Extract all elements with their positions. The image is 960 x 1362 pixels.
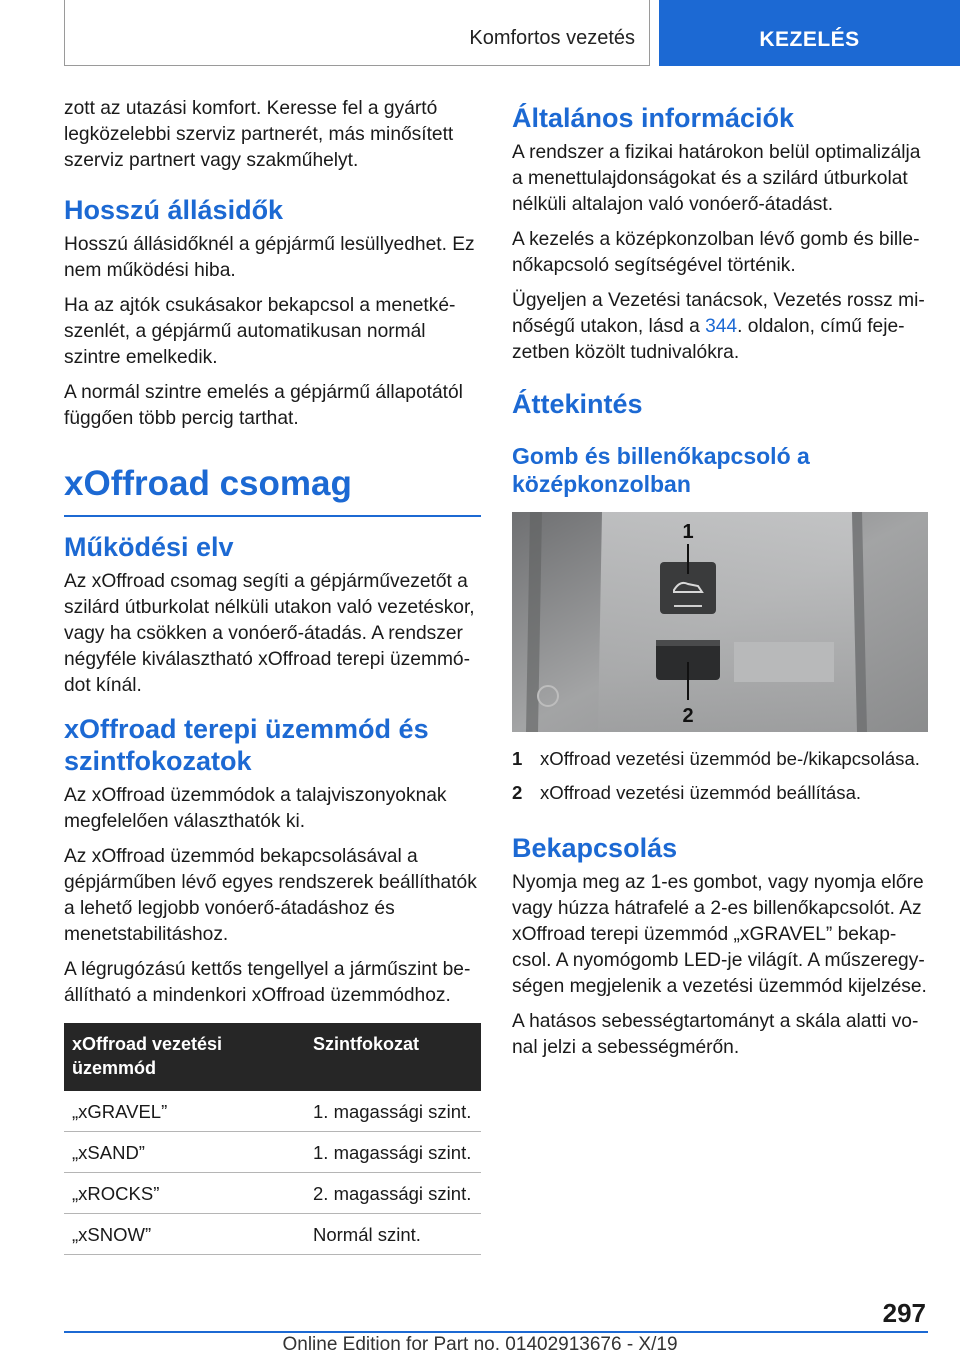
modes-paragraph-1: Az xOffroad üzemmódok a talajviszonyoknak megfelelően választhatók ki. bbox=[64, 785, 447, 832]
footer-edition: Online Edition for Part no. 01402913676 - X/19 bbox=[282, 1334, 678, 1355]
table-cell-mode: „xROCKS” bbox=[64, 1173, 305, 1214]
general-paragraph-2: A kezelés a középkonzolban lévő gomb és billenőkapcsoló segítségével történik. bbox=[512, 229, 920, 276]
table-cell-level: 1. magassági szint. bbox=[305, 1132, 481, 1173]
legend-text: xOffroad vezetési üzemmód be-/kikapcsolása. bbox=[540, 748, 920, 769]
chapter-tab bbox=[659, 0, 960, 66]
table-row bbox=[64, 1173, 481, 1214]
principle-paragraph: Az xOffroad csomag segíti a gépjárművezetőt a szilárd útburkolat nélküli utakon való vezetéskor, vagy ha csökken a vonóerő-átadás. A rendszer négyféle kiválasztható xOffroad terepi üzemmódot kínál. bbox=[64, 571, 475, 696]
heading-principle: Működési elv bbox=[64, 532, 234, 562]
general-paragraph-3-pre: Ügyeljen a Vezetési tanácsok, Vezetés rossz minőségű utakon, lásd a bbox=[512, 290, 925, 337]
table-cell-mode: „xGRAVEL” bbox=[64, 1091, 305, 1132]
heading-console-controls: Gomb és billenőkapcsoló a középkonzolban bbox=[512, 443, 810, 497]
long-standing-paragraph-2: Ha az ajtók csukásakor bekapcsol a menetkészenlét, a gépjármű automatikusan normál szintre emelkedik. bbox=[64, 295, 456, 368]
switch-on-paragraph-2: A hatásos sebességtartományt a skála alatti vonal jelzi a sebességmérőn. bbox=[512, 1011, 919, 1058]
callout-1: 1 bbox=[682, 521, 694, 543]
table-row bbox=[64, 1091, 481, 1132]
callout-2: 2 bbox=[682, 705, 694, 727]
legend-item bbox=[512, 780, 928, 806]
legend-item bbox=[512, 746, 928, 772]
section-title: Komfortos vezetés bbox=[469, 27, 635, 49]
right-column bbox=[512, 96, 928, 1070]
console-figure bbox=[512, 512, 928, 732]
switch-on-paragraph-1: Nyomja meg az 1-es gombot, vagy nyomja előre vagy húzza hátrafelé a 2-es billenőkapcsolót. Az xOffroad terepi üzemmód „xGRAVEL” bekapcsol. A nyomógomb LED-je világít. A műszeregységen megjelenik a vezetési üzemmód kijelzése. bbox=[512, 872, 927, 997]
adjacent-control bbox=[734, 642, 834, 682]
heading-terrain-modes: xOffroad terepi üzemmód és szintfokozatok bbox=[64, 714, 429, 776]
legend-number: 1 bbox=[512, 748, 523, 769]
chapter-title: KEZELÉS bbox=[759, 28, 860, 51]
page-number: 297 bbox=[882, 1298, 926, 1328]
modes-table bbox=[64, 1023, 481, 1255]
long-standing-paragraph-1: Hosszú állásidőknél a gépjármű lesüllyedhet. Ez nem működési hiba. bbox=[64, 234, 475, 281]
table-cell-mode: „xSNOW” bbox=[64, 1214, 305, 1255]
modes-paragraph-2: Az xOffroad üzemmód bekapcsolásával a gépjárműben lévő egyes rendszerek beállíthatók a lehető legjobb vonóerő-átadáshoz és menetstabilitáshoz. bbox=[64, 846, 477, 945]
table-cell-level: 2. magassági szint. bbox=[305, 1173, 481, 1214]
general-paragraph-1: A rendszer a fizikai határokon belül optimalizálja a menettulajdonságokat és a szilárd útburkolat nélküli altalajon való vonóerő-átadást. bbox=[512, 142, 921, 215]
console-panel bbox=[598, 512, 857, 732]
table-header-mode: xOffroad vezetési üzemmód bbox=[64, 1023, 305, 1091]
heading-overview: Áttekintés bbox=[512, 389, 643, 419]
legend-number: 2 bbox=[512, 782, 523, 803]
heading-general-info: Általános információk bbox=[512, 103, 795, 133]
button-led-line bbox=[674, 605, 702, 607]
heading-switch-on: Bekapcsolás bbox=[512, 833, 678, 863]
heading-long-standing: Hosszú állásidők bbox=[64, 195, 284, 225]
rocker-switch-top bbox=[656, 640, 720, 646]
intro-paragraph: zott az utazási komfort. Keresse fel a gyártó legközelebbi szerviz partnerét, más minősített szerviz partnert vagy szakműhelyt. bbox=[64, 98, 454, 171]
modes-paragraph-3: A légrugózású kettős tengellyel a járműszint beállítható a mindenkori xOffroad üzemmódhoz. bbox=[64, 959, 471, 1006]
table-header-level: Szintfokozat bbox=[305, 1023, 481, 1091]
table-row bbox=[64, 1132, 481, 1173]
table-cell-level: 1. magassági szint. bbox=[305, 1091, 481, 1132]
section-header-box bbox=[64, 0, 650, 66]
general-paragraph-3 bbox=[512, 288, 928, 366]
table-row bbox=[64, 1214, 481, 1255]
console-illustration bbox=[512, 512, 928, 732]
left-column bbox=[64, 96, 481, 1255]
table-header-row bbox=[64, 1023, 481, 1091]
long-standing-paragraph-3: A normál szintre emelés a gépjármű állapotától függően több percig tarthat. bbox=[64, 382, 463, 429]
footer-rule bbox=[64, 1331, 928, 1333]
legend-text: xOffroad vezetési üzemmód beállítása. bbox=[540, 782, 862, 803]
table-cell-mode: „xSAND” bbox=[64, 1132, 305, 1173]
heading-xoffroad-package: xOffroad csomag bbox=[64, 462, 481, 517]
page-header bbox=[0, 0, 960, 66]
general-paragraph-3-post: . oldalon, című fejezetben közölt tudnivalókra. bbox=[512, 316, 905, 363]
page-reference-link[interactable]: 344 bbox=[705, 316, 738, 337]
table-cell-level: Normál szint. bbox=[305, 1214, 481, 1255]
